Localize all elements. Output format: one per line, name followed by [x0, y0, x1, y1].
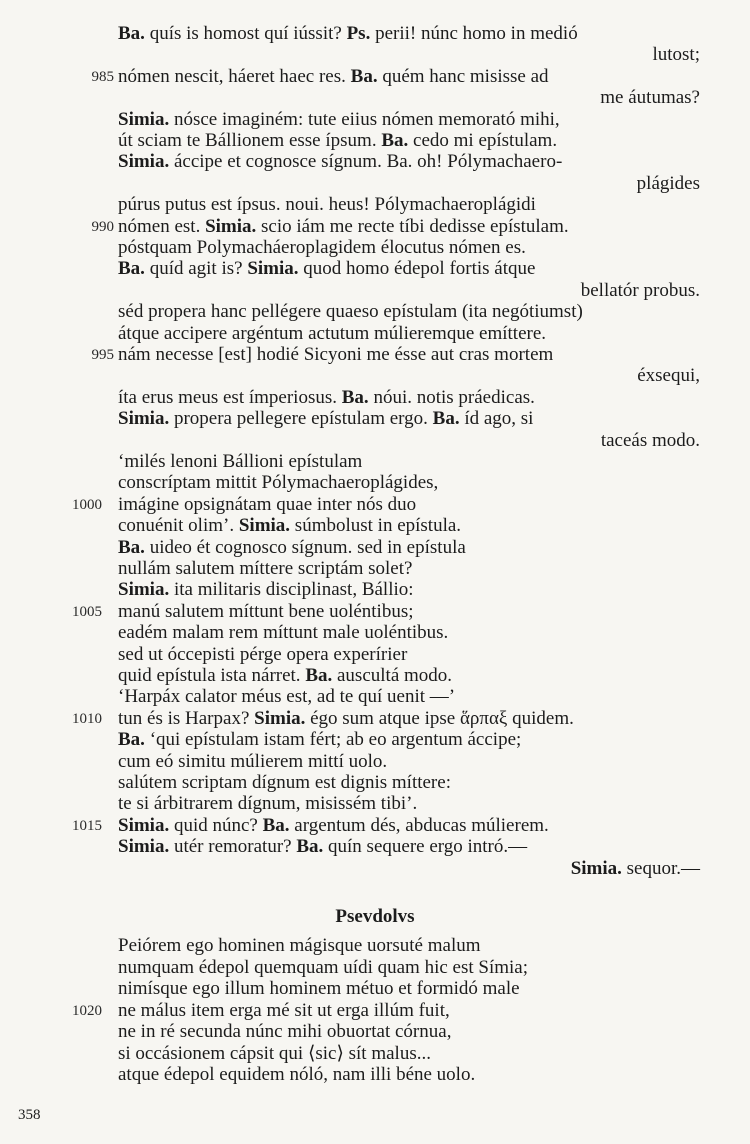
verse-text: ‘milés lenoni Bállioni epístulam	[118, 451, 363, 472]
verse-text: imágine opsignátam quae inter nós duo	[118, 493, 417, 515]
verse-text: sequor.—	[621, 857, 700, 879]
verse-text: cum eó simitu múlierem mittí uolo.	[118, 750, 388, 772]
verse-line	[118, 580, 700, 600]
line-number: 1020	[72, 1002, 102, 1019]
speaker-name: Simia.	[118, 814, 170, 836]
verse-line	[118, 131, 700, 151]
verse-text: púrus putus est ípsus. noui. heus! Pólymachaeroplágidi	[118, 194, 536, 216]
speaker-name: Ba.	[350, 65, 378, 87]
verse-line	[118, 259, 700, 279]
verse-text: égo sum atque ipse ἅρπαξ quidem.	[305, 707, 574, 729]
verse-line	[118, 366, 700, 386]
speaker-name: Ba.	[341, 386, 369, 408]
verse-text: utér remoratur?	[169, 836, 297, 858]
verse-line	[118, 45, 700, 65]
verse-line	[118, 67, 700, 87]
verse-line	[118, 217, 700, 237]
verse-line	[118, 431, 700, 451]
speaker-name: Simia.	[205, 215, 257, 237]
verse-text: póstquam Polymacháeroplagidem élocutus nómen es.	[118, 237, 526, 258]
verse-line	[118, 645, 700, 665]
verse-text: nullám salutem míttere scriptám solet?	[118, 558, 413, 579]
verse-text: me áutumas?	[600, 87, 700, 109]
verse-line	[118, 24, 700, 44]
verse-text: manú salutem míttunt bene uoléntibus;	[118, 600, 414, 622]
verse-line	[118, 1022, 700, 1042]
verse-line	[118, 324, 700, 344]
verse-text: nósce imaginém: tute eiius nómen memorató mihi,	[169, 108, 560, 130]
verse-line	[118, 495, 700, 515]
verse-text: ita militaris disciplinast, Bállio:	[169, 579, 414, 601]
page-number: 358	[18, 1107, 41, 1123]
speaker-name: Ba.	[262, 814, 290, 836]
verse-line	[118, 302, 700, 322]
verse-text: taceás modo.	[600, 429, 700, 451]
verse-text: argentum dés, abducas múlierem.	[289, 814, 549, 836]
verse-text: uideo ét cognosco sígnum. sed in epístula	[144, 536, 466, 558]
verse-line	[118, 238, 700, 258]
verse-text: salútem scriptam dígnum est dignis míttere:	[118, 772, 451, 793]
verse-text: eadém malam rem míttunt male uoléntibus.	[118, 622, 449, 644]
scene-heading: Psevdolvs	[335, 906, 415, 927]
verse-text: si occásionem cápsit qui ⟨sic⟩ sít malus...	[118, 1042, 431, 1064]
verse-text: quid núnc?	[169, 814, 263, 836]
verse-line	[118, 281, 700, 301]
verse-text: numquam édepol quemquam uídi quam hic est Símia;	[118, 956, 529, 978]
verse-line	[118, 709, 700, 729]
line-number: 1005	[72, 603, 102, 620]
verse-text: nómen est.	[118, 215, 206, 237]
verse-line	[118, 1065, 700, 1085]
line-number: 995	[91, 347, 114, 363]
speaker-name: Ba.	[305, 665, 333, 686]
verse-line	[118, 958, 700, 978]
verse-text: conuénit olim’.	[118, 515, 239, 537]
verse-line	[118, 473, 700, 493]
verse-line	[118, 936, 700, 956]
verse-line	[118, 773, 700, 793]
speaker-name: Simia.	[247, 258, 299, 280]
speaker-name: Simia.	[118, 836, 170, 858]
verse-line	[118, 687, 700, 707]
verse-text: quod homo édepol fortis átque	[298, 258, 536, 280]
speaker-name: Simia.	[118, 151, 170, 173]
verse-text: súmbolust in epístula.	[290, 515, 462, 537]
verse-text: ne málus item erga mé sit ut erga illúm fuit,	[118, 999, 450, 1021]
verse-line	[118, 195, 700, 215]
verse-text: íta erus meus est ímperiosus.	[118, 386, 342, 408]
verse-text: quín sequere ergo intró.—	[323, 836, 528, 858]
speaker-name: Ps.	[346, 23, 371, 44]
verse-text: Peiórem ego hominen mágisque uorsuté malum	[118, 935, 481, 956]
verse-text: út sciam te Bállionem esse ípsum.	[118, 130, 382, 151]
verse-text: propera pellegere epístulam ergo.	[169, 408, 433, 430]
speaker-name: Simia.	[254, 707, 306, 729]
verse-line	[118, 538, 700, 558]
verse-line	[118, 345, 700, 365]
verse-text: ne in ré secunda núnc mihi obuortat córnua,	[118, 1021, 452, 1042]
speaker-name: Ba.	[118, 729, 145, 751]
line-number: 1010	[72, 710, 102, 727]
line-number: 1015	[72, 817, 102, 834]
verse-line	[118, 452, 700, 472]
speaker-name: Simia.	[118, 108, 170, 130]
line-number: 1000	[72, 496, 102, 513]
verse-line	[118, 816, 700, 836]
verse-line	[118, 1044, 700, 1064]
verse-text: átque accipere argéntum actutum múlieremque emíttere.	[118, 322, 547, 344]
verse-text: nám necesse [est] hodié Sicyoni me ésse aut cras mortem	[118, 344, 554, 365]
speaker-name: Simia.	[570, 857, 622, 879]
verse-text: tun és is Harpax?	[118, 707, 255, 729]
verse-line	[118, 602, 700, 622]
speaker-name: Ba.	[118, 23, 145, 44]
verse-text: bellatór probus.	[580, 279, 700, 301]
line-number: 985	[91, 68, 114, 85]
verse-text: atque édepol equidem nóló, nam illi béne uolo.	[118, 1064, 476, 1085]
verse-text: plágides	[636, 172, 700, 194]
verse-text: conscríptam mittit Pólymachaeroplágides,	[118, 472, 439, 494]
verse-text: quís is homost quí iússit?	[144, 23, 347, 44]
verse-text: nómen nescit, háeret haec res.	[118, 65, 351, 87]
speaker-name: Simia.	[118, 408, 170, 430]
verse-line	[118, 559, 700, 579]
verse-line	[118, 88, 700, 108]
verse-text: quíd agit is?	[144, 258, 248, 280]
speaker-name: Ba.	[432, 408, 460, 430]
verse-text: íd ago, si	[459, 408, 534, 430]
verse-line	[118, 1001, 700, 1021]
verse-line	[118, 409, 700, 429]
verse-text: quid epístula ista nárret.	[118, 665, 306, 686]
verse-line	[118, 516, 700, 536]
verse-line	[118, 730, 700, 750]
verse-line	[118, 666, 700, 686]
verse-line	[118, 152, 700, 172]
verse-text: nimísque ego illum hominem métuo et formidó male	[118, 978, 520, 999]
verse-line	[118, 174, 700, 194]
verse-line	[118, 110, 700, 130]
verse-text: nóui. notis práedicas.	[368, 386, 535, 408]
speaker-name: Simia.	[238, 515, 291, 537]
speaker-name: Ba.	[296, 836, 324, 858]
verse-text: ‘qui epístulam istam fért; ab eo argentum áccipe;	[144, 729, 522, 751]
verse-text: lutost;	[652, 44, 700, 66]
verse-text: éxsequi,	[637, 365, 700, 387]
verse-line	[118, 837, 700, 857]
speaker-name: Ba.	[118, 258, 145, 280]
verse-text: séd propera hanc pellégere quaeso epístulam (ita negótiumst)	[118, 301, 583, 323]
verse-line	[118, 859, 700, 879]
verse-text: quém hanc misisse ad	[377, 65, 549, 87]
verse-line	[118, 794, 700, 814]
speaker-name: Ba.	[118, 536, 145, 558]
verse-line	[118, 752, 700, 772]
verse-text: cedo mi epístulam.	[408, 130, 558, 151]
verse-line	[118, 388, 700, 408]
verse-text: áccipe et cognosce sígnum. Ba. oh! Pólymachaero-	[169, 151, 563, 173]
speaker-name: Simia.	[118, 579, 170, 601]
verse-line	[118, 979, 700, 999]
verse-text: sed ut óccepisti pérge opera experírier	[118, 643, 408, 665]
verse-text: ‘Harpáx calator méus est, ad te quí uenit —’	[118, 686, 456, 708]
line-number: 990	[91, 218, 114, 235]
verse-text: te si árbitrarem dígnum, misissém tibi’.	[118, 793, 418, 815]
verse-text: auscultá modo.	[332, 665, 453, 686]
verse-text: perii! núnc homo in medió	[370, 23, 578, 44]
verse-line	[118, 623, 700, 643]
verse-text: scio iám me recte tíbi dedisse epístulam.	[256, 215, 569, 237]
speaker-name: Ba.	[381, 130, 409, 151]
